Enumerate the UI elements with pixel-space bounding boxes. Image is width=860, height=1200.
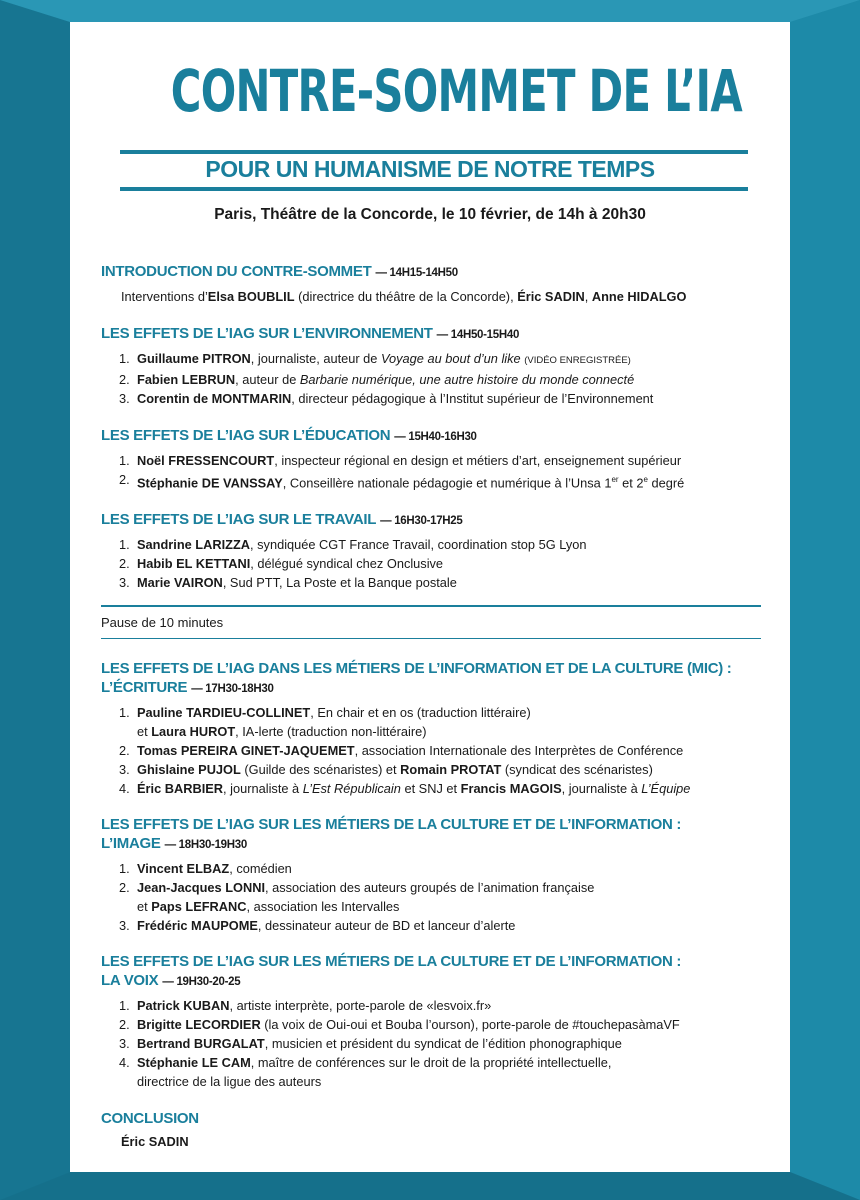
section-environment (101, 324, 761, 408)
section-heading: LES EFFETS DE L’IAG SUR L’ÉDUCATION — 15H40-16H30 (101, 427, 477, 444)
list-item: 4. Stéphanie LE CAM, maître de conférences sur le droit de la propriété intellectuelle, (119, 1055, 612, 1071)
list-item: 1. Pauline TARDIEU-COLLINET, En chair et en os (traduction littéraire) (119, 705, 531, 721)
list-item: 2. Brigitte LECORDIER (la voix de Oui-oui et Bouba l’ourson), porte-parole de #touchepasàmaVF (119, 1017, 680, 1033)
section-education (101, 426, 761, 492)
title-rule-bottom (120, 187, 748, 191)
list-item: 2. Stéphanie DE VANSSAY, Conseillère nationale pédagogie et numérique à l’Unsa 1er et 2e degré (119, 472, 685, 491)
list-item: 3. Ghislaine PUJOL (Guilde des scénaristes) et Romain PROTAT (syndicat des scénaristes) (119, 762, 653, 778)
list-item: 3. Bertrand BURGALAT, musicien et président du syndicat de l’édition phonographique (119, 1036, 622, 1052)
pause-note: Pause de 10 minutes (101, 614, 224, 630)
list-item: 1. Noël FRESSENCOURT, inspecteur régional en design et métiers d’art, enseignement supérieur (119, 453, 682, 468)
list-item: 1. Guillaume PITRON, journaliste, auteur de Voyage au bout d’un like (VIDÉO ENREGISTRÉE) (119, 351, 631, 366)
list-item: 2. Habib EL KETTANI, délégué syndical chez Onclusive (119, 556, 444, 572)
list-item: 4. Éric BARBIER, journaliste à L’Est Républicain et SNJ et Francis MAGOIS, journaliste à L’Équipe (119, 781, 691, 797)
section-heading: LES EFFETS DE L’IAG SUR LE TRAVAIL — 16H30-17H25 (101, 511, 463, 529)
venue-line: Paris, Théâtre de la Concorde, le 10 février, de 14h à 20h30 (214, 206, 646, 223)
section-heading: INTRODUCTION DU CONTRE-SOMMET — 14H15-14H50 (101, 263, 458, 280)
list-item: 3. Corentin de MONTMARIN, directeur pédagogique à l’Institut supérieur de l’Environnement (119, 391, 654, 406)
section-heading: LES EFFETS DE L’IAG SUR LES MÉTIERS DE LA CULTURE ET DE L’INFORMATION : (101, 816, 682, 834)
conclusion-speaker: Éric SADIN (121, 1134, 189, 1150)
subtitle: POUR UN HUMANISME DE NOTRE TEMPS (205, 156, 655, 182)
list-item: 1. Sandrine LARIZZA, syndiquée CGT France Travail, coordination stop 5G Lyon (119, 537, 587, 553)
section-heading: L’ÉCRITURE — 17H30-18H30 (101, 679, 274, 697)
list-item: 2. Fabien LEBRUN, auteur de Barbarie numérique, une autre histoire du monde connecté (119, 372, 635, 387)
list-item: 1. Vincent ELBAZ, comédien (119, 861, 292, 877)
section-heading: CONCLUSION (101, 1110, 199, 1128)
poster-page (70, 22, 790, 1172)
section-image (101, 815, 761, 935)
list-item: 3. Marie VAIRON, Sud PTT, La Poste et la Banque postale (119, 575, 457, 591)
section-intro (101, 262, 761, 306)
section-heading: LES EFFETS DE L’IAG SUR LES MÉTIERS DE LA CULTURE ET DE L’INFORMATION : (101, 953, 682, 971)
list-item: 2. Jean-Jacques LONNI, association des auteurs groupés de l’animation française (119, 880, 595, 896)
section-conclusion (101, 1109, 761, 1151)
section-writing (101, 659, 761, 798)
list-item: 2. Tomas PEREIRA GINET-JAQUEMET, association Internationale des Interprètes de Conférence (119, 743, 684, 759)
intro-speakers: Interventions d’Elsa BOUBLIL (directrice du théâtre de la Concorde), Éric SADIN, Anne HIDALGO (121, 289, 687, 304)
program (101, 262, 761, 1151)
section-work (101, 510, 761, 592)
section-heading: LES EFFETS DE L’IAG DANS LES MÉTIERS DE L’INFORMATION ET DE LA CULTURE (MIC) : (101, 660, 732, 678)
list-item-continuation: et Paps LEFRANC, association les Intervalles (137, 899, 400, 915)
section-heading: LA VOIX — 19H30-20-25 (101, 972, 241, 990)
list-item: 3. Frédéric MAUPOME, dessinateur auteur de BD et lanceur d’alerte (119, 918, 516, 934)
section-heading: L’IMAGE — 18H30-19H30 (101, 835, 247, 853)
section-heading: LES EFFETS DE L’IAG SUR L’ENVIRONNEMENT — 14H50-15H40 (101, 325, 520, 342)
divider (101, 638, 761, 640)
section-voice (101, 952, 761, 1091)
list-item: 1. Patrick KUBAN, artiste interprète, porte-parole de «lesvoix.fr» (119, 998, 492, 1014)
title-rule-top (120, 150, 748, 154)
list-item-continuation: et Laura HUROT, IA-lerte (traduction non-littéraire) (137, 724, 427, 740)
list-item-continuation: directrice de la ligue des auteurs (137, 1074, 322, 1090)
page-title: CONTRE-SOMMET DE L’IA (170, 57, 742, 125)
